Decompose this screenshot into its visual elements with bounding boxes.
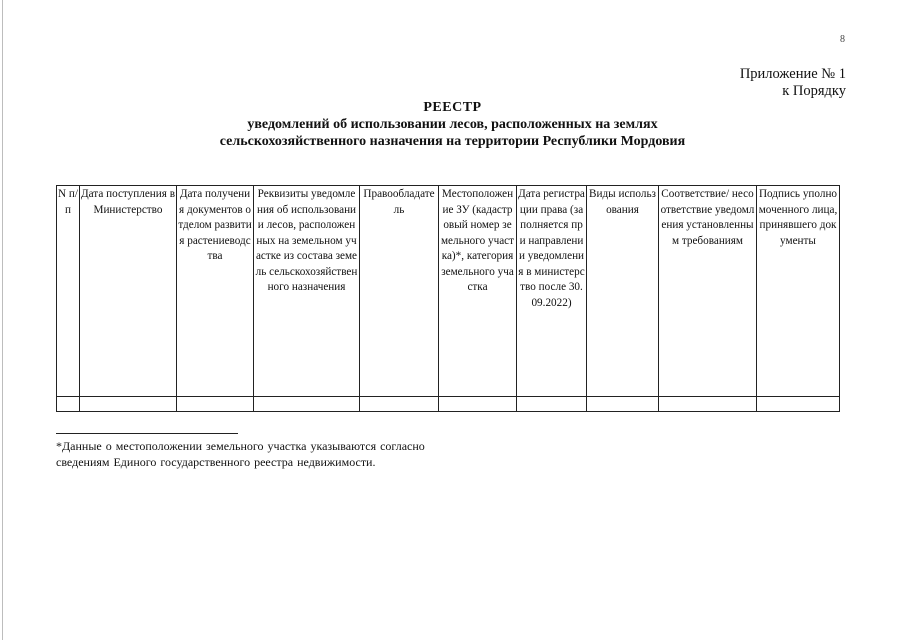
appendix-caption [740,66,846,100]
appendix-line-2: к Порядку [782,83,846,99]
column-header-number: N п/п [57,186,80,397]
title-line-2: сельскохозяйственного назначения на территории Республики Мордовия [219,134,686,149]
footnote-line-2: сведениям Единого государственного реестра недвижимости. [56,455,376,469]
table-cell [439,397,517,412]
table-header-row [57,186,840,397]
table-cell [57,397,80,412]
appendix-line-1: Приложение № 1 [739,66,846,82]
document-title [0,99,905,150]
column-header-compliance: Соответствие/ несоответствие уведомления установленным требованиям [659,186,757,397]
column-header-received-date: Дата поступления в Министерство [80,186,177,397]
registry-table [56,185,840,412]
table-cell [659,397,757,412]
table-cell [360,397,439,412]
table-cell [587,397,659,412]
footnote [56,438,496,470]
table-row [57,397,840,412]
column-header-right-holder: Правообладатель [360,186,439,397]
table-cell [254,397,360,412]
table-cell [80,397,177,412]
table-cell [177,397,254,412]
page-edge-line [2,0,3,640]
table-cell [757,397,840,412]
table-cell [517,397,587,412]
column-header-location: Местоположение ЗУ (кадастровый номер земельного участка)*, категория земельного участка [439,186,517,397]
title-line-1: уведомлений об использовании лесов, расположенных на землях [247,117,658,132]
column-header-department-date: Дата получения документов отделом развития растениеводства [177,186,254,397]
column-header-notice-details: Реквизиты уведомления об использовании лесов, расположенных на земельном участке из состава земель сельскохозяйственного назначения [254,186,360,397]
footnote-divider [56,433,238,434]
footnote-line-1: *Данные о местоположении земельного участка указываются согласно [56,439,425,453]
column-header-registration-date: Дата регистрации права (заполняется при направлении уведомления в министерство после 30.09.2022) [517,186,587,397]
title-main: РЕЕСТР [423,100,482,115]
page-number: 8 [840,34,845,45]
column-header-signature: Подпись уполномоченного лица, принявшего документы [757,186,840,397]
column-header-usage-types: Виды использования [587,186,659,397]
